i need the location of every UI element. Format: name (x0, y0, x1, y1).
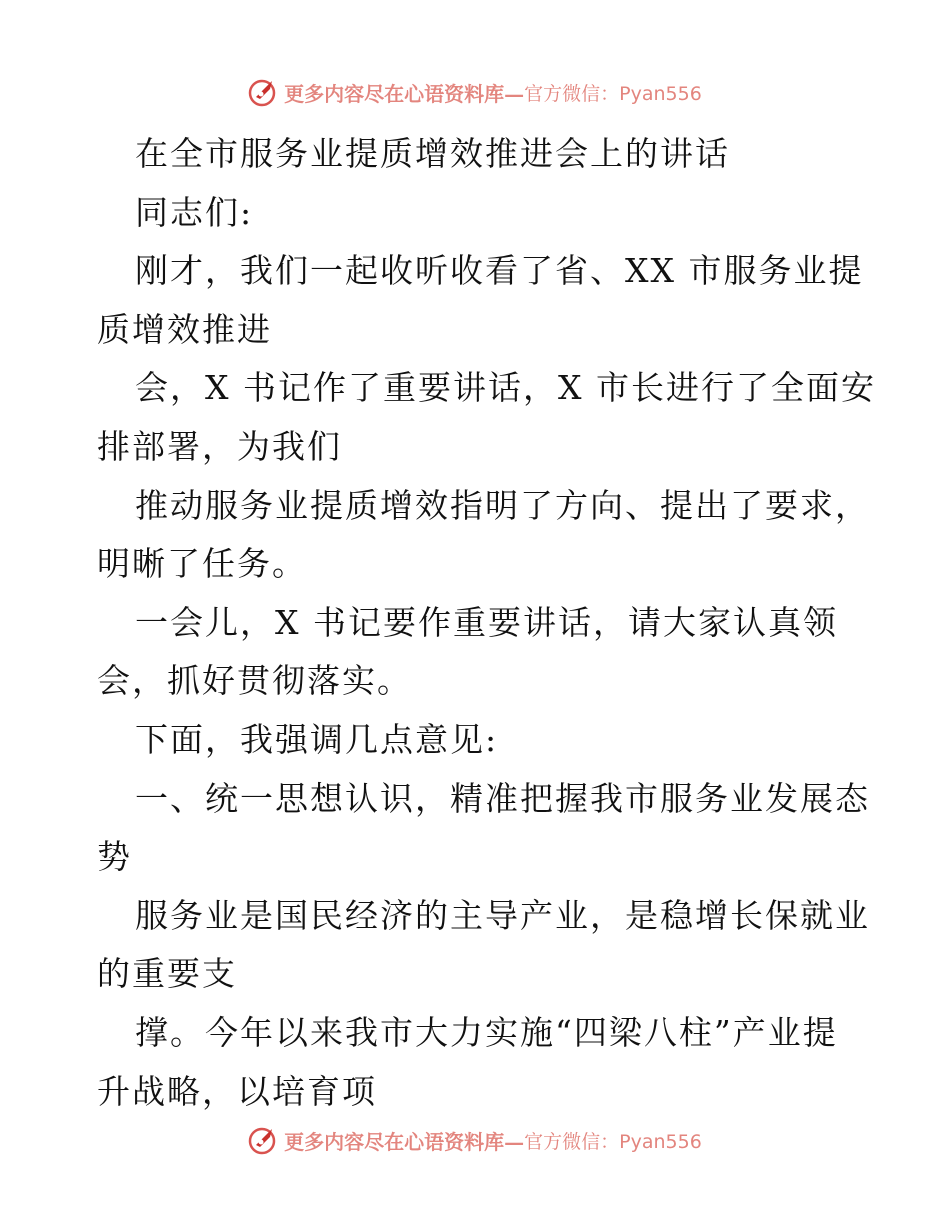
paragraph-line: 推动服务业提质增效指明了方向、提出了要求， (135, 485, 870, 525)
salutation: 同志们: (135, 192, 254, 232)
paragraph-line: 升战略，以培育项 (97, 1071, 377, 1111)
pen-logo-icon (248, 1125, 278, 1155)
document-title: 在全市服务业提质增效推进会上的讲话 (135, 134, 730, 173)
section-heading: 一、统一思想认识，精准把握我市服务业发展态 (135, 778, 870, 818)
paragraph-line: 排部署，为我们 (97, 426, 342, 466)
section-heading-continued: 势 (97, 837, 132, 877)
paragraph-line: 一会儿，X 书记要作重要讲话，请大家认真领 (135, 602, 838, 642)
paragraph-line: 的重要支 (97, 954, 237, 994)
paragraph-line: 下面，我强调几点意见: (135, 719, 499, 759)
paragraph-line: 会，X 书记作了重要讲话，X 市长进行了全面安 (135, 368, 876, 408)
watermark-main-text: 更多内容尽在心语资料库— (284, 81, 525, 106)
paragraph-line: 刚才，我们一起收听收看了省、XX 市服务业提 (135, 251, 864, 291)
watermark-main-text: 更多内容尽在心语资料库— (284, 1129, 525, 1154)
document-body (97, 125, 876, 1121)
watermark-sub-text: 官方微信：Pyan556 (524, 1130, 702, 1153)
paragraph-line: 撑。今年以来我市大力实施“四梁八柱”产业提 (135, 1012, 838, 1052)
paragraph-line: 会，抓好贯彻落实。 (97, 661, 412, 701)
header-watermark (0, 72, 950, 112)
paragraph-line: 明晰了任务。 (97, 544, 307, 584)
pen-logo-icon (248, 77, 278, 107)
footer-watermark (0, 1120, 950, 1160)
watermark-sub-text: 官方微信：Pyan556 (524, 82, 702, 105)
paragraph-line: 质增效推进 (97, 309, 272, 349)
paragraph-line: 服务业是国民经济的主导产业，是稳增长保就业 (135, 895, 870, 935)
